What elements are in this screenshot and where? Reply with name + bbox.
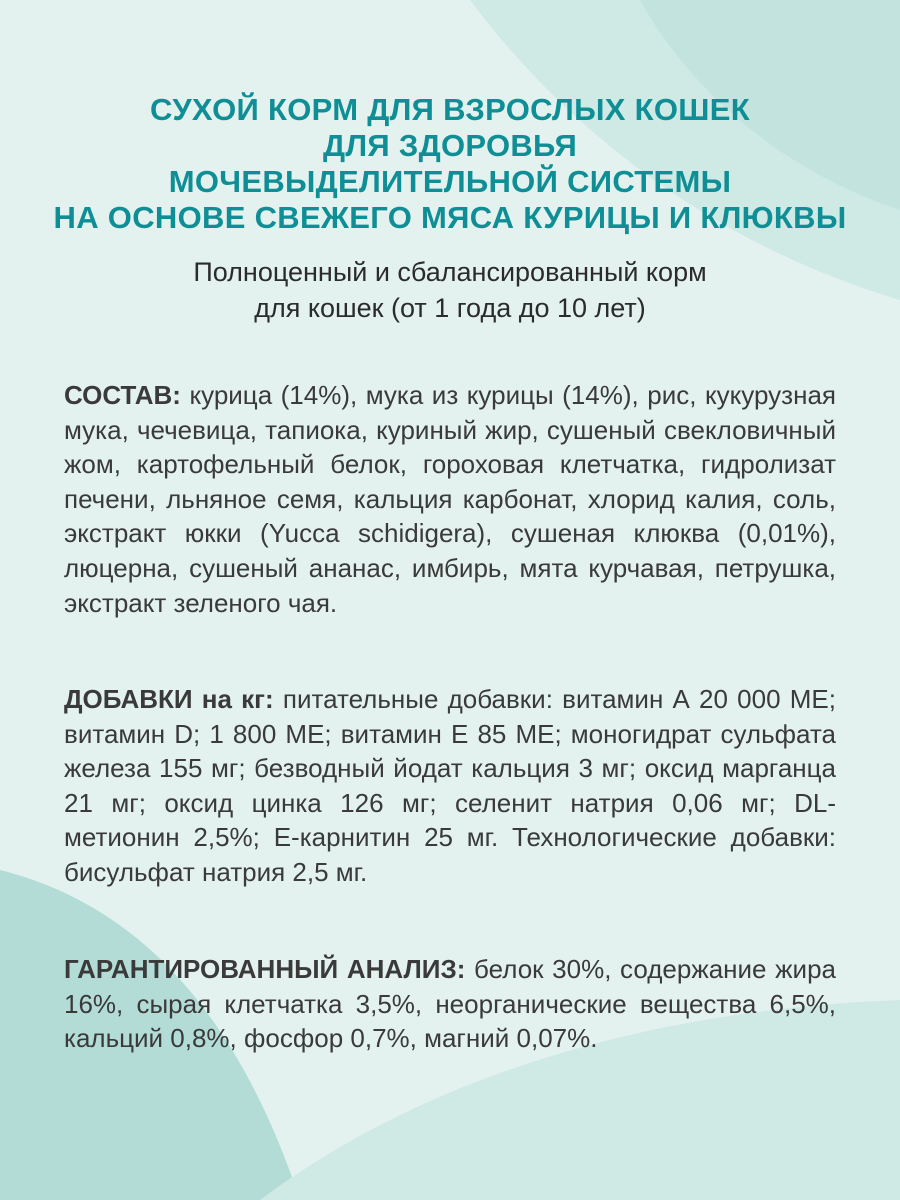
analysis-label: ГАРАНТИРОВАННЫЙ АНАЛИЗ: [64,954,466,984]
title-line: ДЛЯ ЗДОРОВЬЯ [322,128,578,163]
analysis-section [64,952,836,1056]
title-line: МОЧЕВЫДЕЛИТЕЛЬНОЙ СИСТЕМЫ [168,164,732,199]
composition-label: СОСТАВ: [64,380,181,410]
subtitle-line: для кошек (от 1 года до 10 лет) [254,293,646,323]
title-line: НА ОСНОВЕ СВЕЖЕГО МЯСА КУРИЦЫ И КЛЮКВЫ [53,200,847,235]
product-subtitle [40,254,860,326]
title-line: СУХОЙ КОРМ ДЛЯ ВЗРОСЛЫХ КОШЕК [150,92,750,127]
composition-section [64,378,836,620]
additives-text: питательные добавки: витамин А 20 000 МЕ; витамин D; 1 800 МЕ; витамин Е 85 МЕ; моногидрат сульфата железа 155 мг; безводный йодат кальция 3 мг; оксид марганца 21 мг; оксид цинка 126 мг; селенит натрия 0,06 мг; DL-метионин 2,5%; Е-карнитин 25 мг. Технологические добавки: бисульфат натрия 2,5 мг. [64,684,836,887]
analysis-text: белок 30%, содержание жира 16%, сырая клетчатка 3,5%, неорганические вещества 6,5%, кальций 0,8%, фосфор 0,7%, магний 0,07%. [64,954,836,1054]
composition-text: курица (14%), мука из курицы (14%), рис, кукурузная мука, чечевица, тапиока, куриный жир, сушеный свекловичный жом, картофельный белок, гороховая клетчатка, гидролизат печени, льняное семя, кальция карбонат, хлорид калия, соль, экстракт юкки (Yucca schidigera), сушеная клюква (0,01%), люцерна, сушеный ананас, имбирь, мята курчавая, петрушка, экстракт зеленого чая. [64,380,836,618]
additives-label: ДОБАВКИ на кг: [64,684,274,714]
product-title [40,92,860,236]
additives-section [64,682,836,890]
subtitle-line: Полноценный и сбалансированный корм [193,257,707,287]
